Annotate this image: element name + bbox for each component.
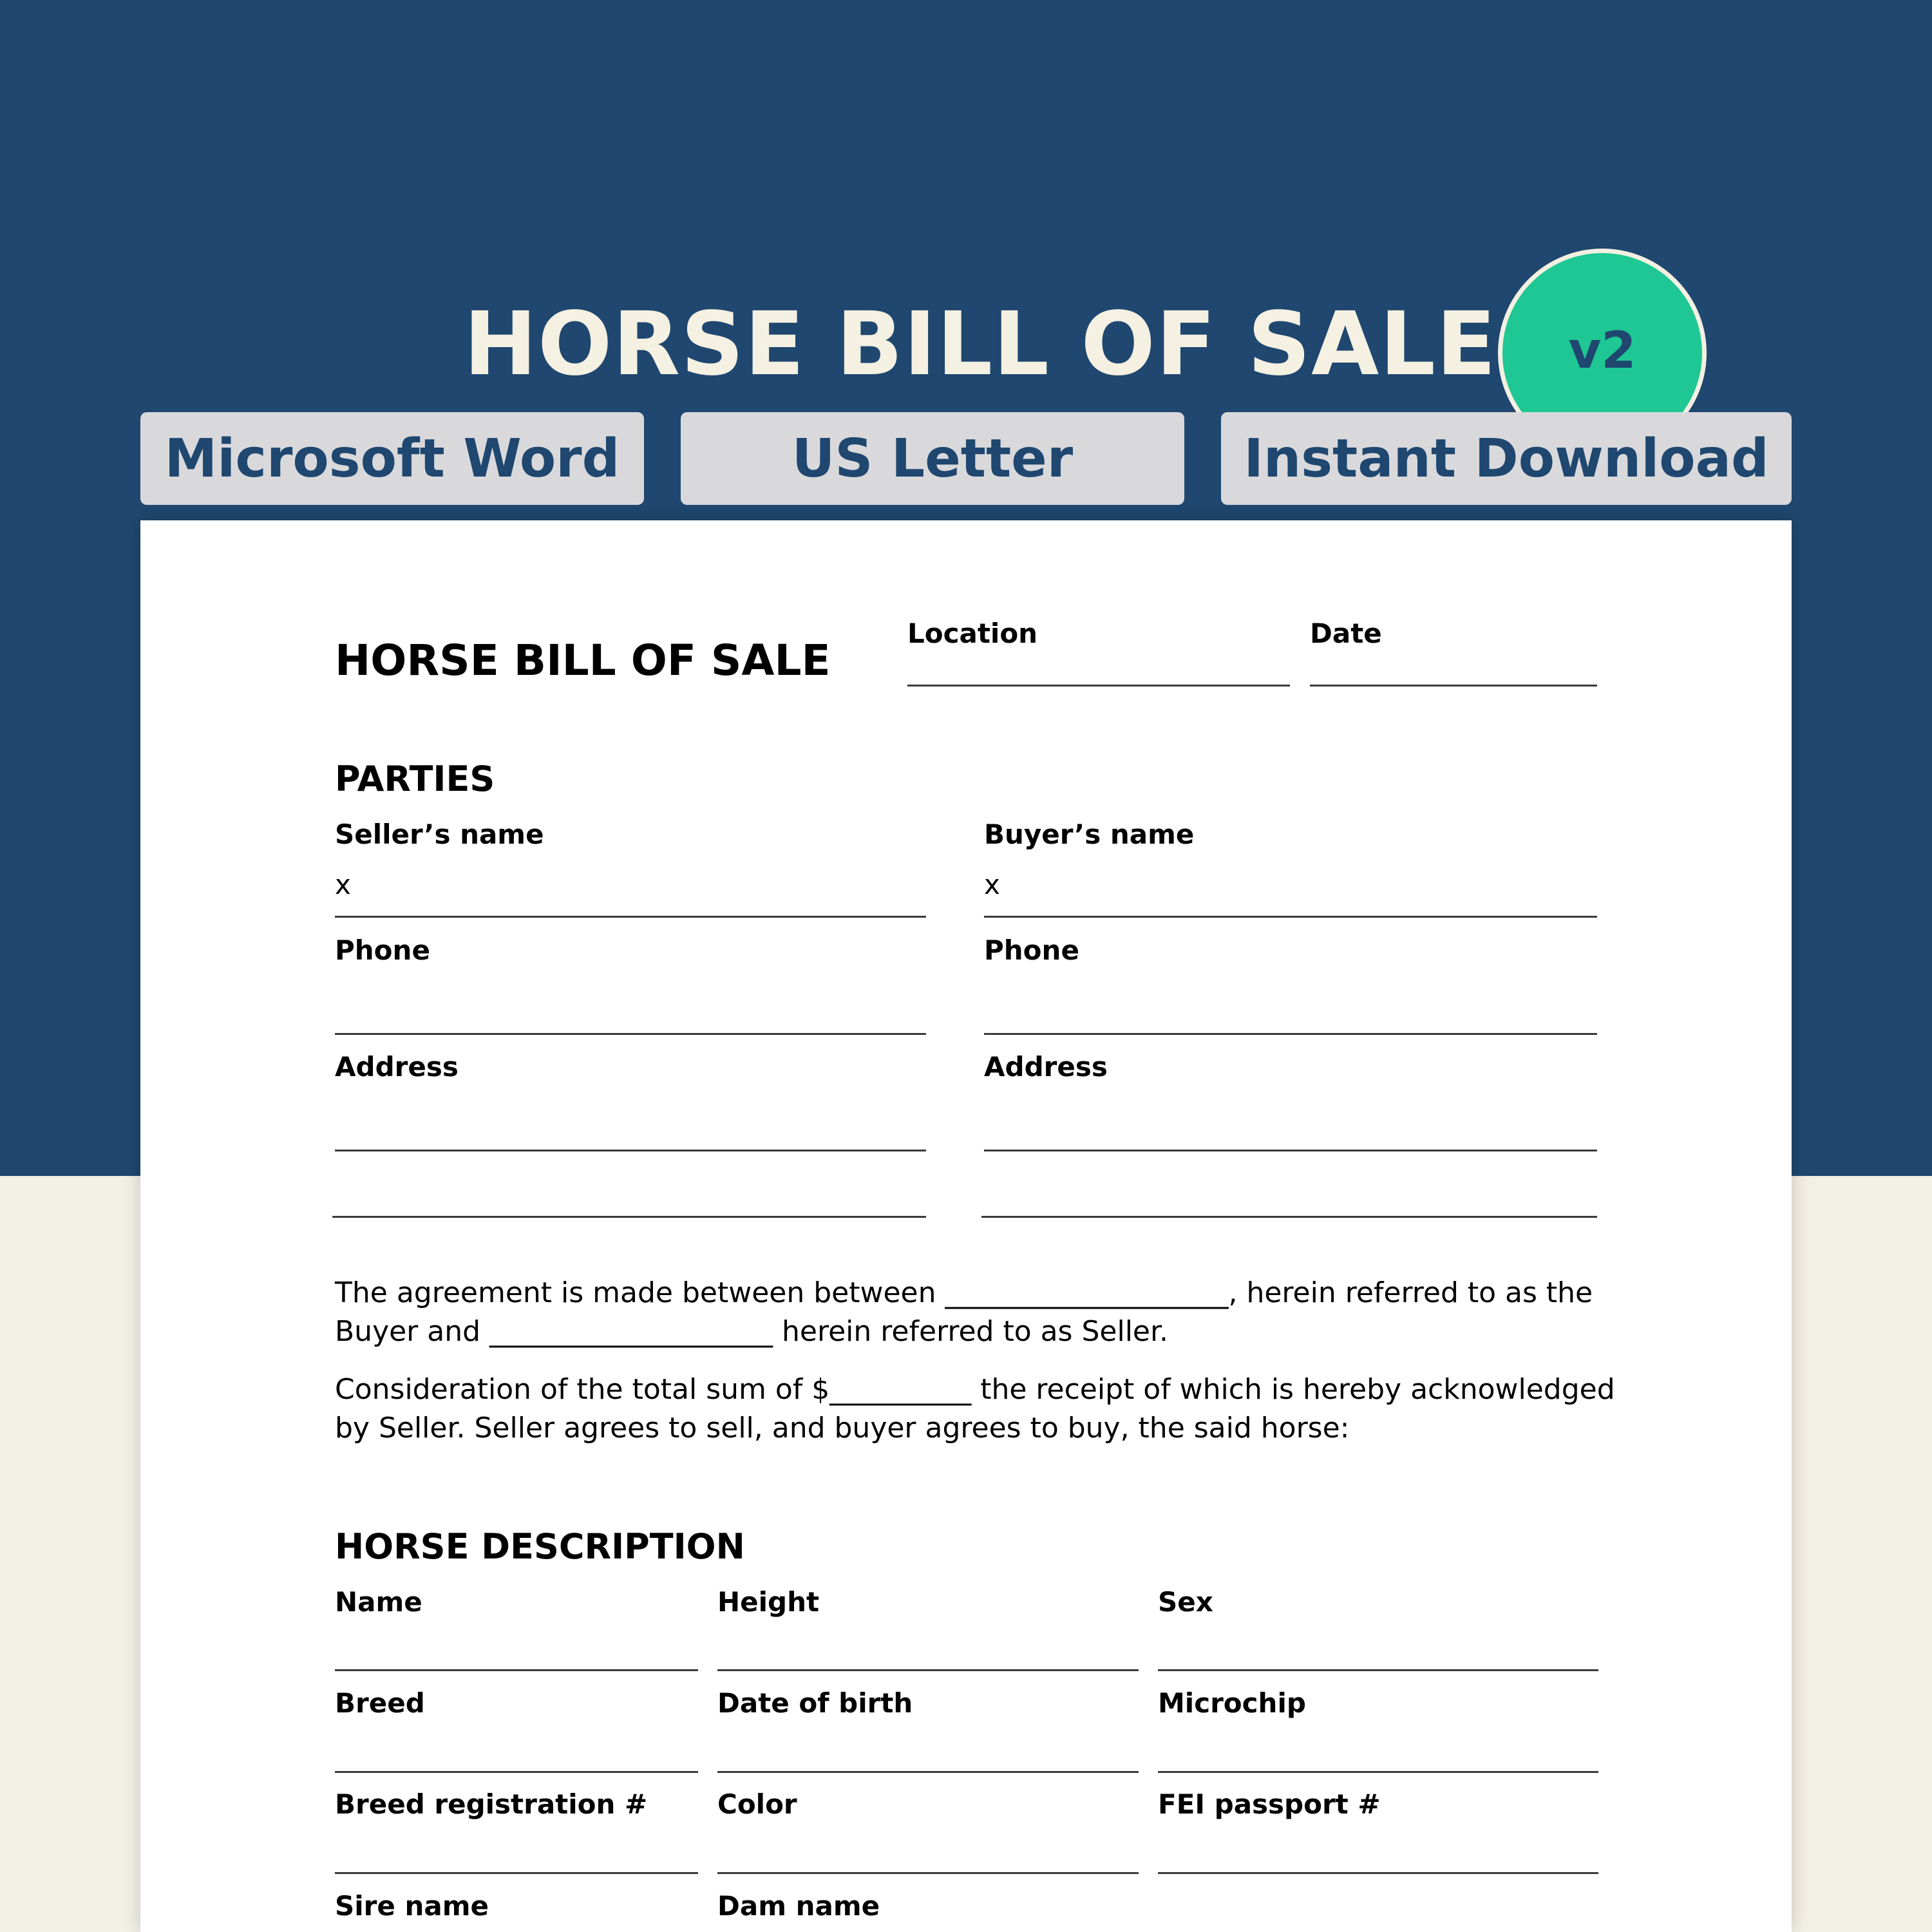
sex-label: Sex [1158,1586,1213,1618]
agreement-paragraph: The agreement is made between between ____________________, herein referred to as the Buyer and ____________________ herein referred to as Seller. [335,1276,1593,1348]
buyer-address-line-2[interactable] [981,1216,1597,1218]
horse-name-label: Name [335,1586,422,1618]
breed-line[interactable] [335,1771,698,1773]
seller-name-line[interactable] [335,916,926,918]
tag-instant-download: Instant Download [1221,412,1792,505]
date-field-line[interactable] [1310,685,1597,687]
consideration-paragraph: Consideration of the total sum of $__________ the receipt of which is hereby acknowledged by Seller. Seller agrees to sell, and buyer agrees to buy, the said horse: [335,1373,1615,1444]
height-line[interactable] [717,1669,1139,1671]
color-line[interactable] [717,1872,1139,1874]
fei-passport-label: FEI passport # [1158,1788,1381,1820]
buyer-name-mark: x [984,869,1000,900]
horse-description-heading: HORSE DESCRIPTION [335,1526,745,1567]
horse-name-line[interactable] [335,1669,698,1671]
buyer-address-label: Address [984,1051,1108,1083]
buyer-phone-line[interactable] [984,1033,1597,1035]
breed-registration-line[interactable] [335,1872,698,1874]
date-of-birth-label: Date of birth [717,1687,913,1719]
breed-registration-label: Breed registration # [335,1788,648,1820]
date-label: Date [1310,618,1382,649]
tag-microsoft-word: Microsoft Word [140,412,644,505]
buyer-phone-label: Phone [984,934,1079,966]
buyer-name-line[interactable] [984,916,1597,918]
hero-title: HORSE BILL OF SALE [464,294,1497,395]
sire-name-label: Sire name [335,1890,489,1922]
seller-address-label: Address [335,1051,459,1083]
buyer-address-line-1[interactable] [984,1150,1597,1151]
color-label: Color [717,1788,797,1820]
buyer-name-label: Buyer’s name [984,819,1195,850]
fei-passport-line[interactable] [1158,1872,1598,1874]
tag-us-letter: US Letter [681,412,1184,505]
seller-address-line-1[interactable] [335,1150,926,1151]
version-label: v2 [1568,322,1636,380]
document-title: HORSE BILL OF SALE [335,636,831,685]
sex-line[interactable] [1158,1669,1598,1671]
seller-address-line-2[interactable] [332,1216,926,1218]
document-page [140,520,1792,1932]
date-of-birth-line[interactable] [717,1771,1139,1773]
breed-label: Breed [335,1687,425,1719]
seller-phone-label: Phone [335,934,430,966]
height-label: Height [717,1586,820,1618]
seller-name-mark: x [335,869,351,900]
location-label: Location [907,618,1038,649]
location-field-line[interactable] [907,685,1290,687]
dam-name-label: Dam name [717,1890,880,1922]
microchip-label: Microchip [1158,1687,1306,1719]
seller-phone-line[interactable] [335,1033,926,1035]
seller-name-label: Seller’s name [335,819,544,850]
parties-heading: PARTIES [335,759,495,799]
microchip-line[interactable] [1158,1771,1598,1773]
